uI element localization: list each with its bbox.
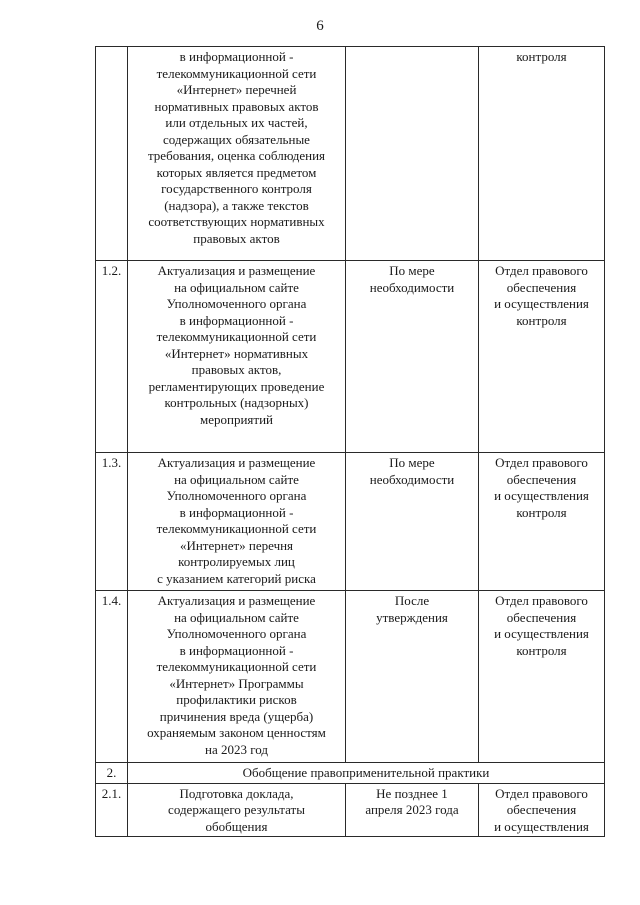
table-row [96,783,605,837]
table-row [96,47,605,261]
responsible-cell: контроля [479,47,605,261]
table-row [96,453,605,591]
table-row [96,591,605,763]
measures-table [95,46,605,837]
section-title: Обобщение правоприменительной практики [128,763,605,784]
activity-cell: Актуализация и размещение на официальном сайте Уполномоченного органа в информационной - телекоммуникационной сети «Интернет» Программы профилактики рисков причинения вреда (ущерба) охраняемым законом ценностям на 2023 год [128,591,346,763]
section-row [96,763,605,784]
row-number [96,47,128,261]
activity-cell: в информационной - телекоммуникационной сети «Интернет» перечней нормативных правовых актов или отдельных их частей, содержащих обязательные требования, оценка соблюдения которых является предметом государственного контроля (надзора), а также текстов соответствующих нормативных правовых актов [128,47,346,261]
row-number: 1.2. [96,261,128,453]
term-cell [346,47,479,261]
activity-cell: Актуализация и размещение на официальном сайте Уполномоченного органа в информационной - телекоммуникационной сети «Интернет» перечня контролируемых лиц с указанием категорий риска [128,453,346,591]
section-number: 2. [96,763,128,784]
term-cell: После утверждения [346,591,479,763]
row-number: 1.4. [96,591,128,763]
responsible-cell: Отдел правового обеспечения и осуществления контроля [479,453,605,591]
activity-cell: Актуализация и размещение на официальном сайте Уполномоченного органа в информационной - телекоммуникационной сети «Интернет» нормативных правовых актов, регламентирующих проведение контрольных (надзорных) мероприятий [128,261,346,453]
responsible-cell: Отдел правового обеспечения и осуществления контроля [479,591,605,763]
term-cell: Не позднее 1 апреля 2023 года [346,783,479,837]
responsible-cell: Отдел правового обеспечения и осуществления [479,783,605,837]
page-number: 6 [316,18,324,34]
term-cell: По мере необходимости [346,453,479,591]
term-cell: По мере необходимости [346,261,479,453]
table-row [96,261,605,453]
responsible-cell: Отдел правового обеспечения и осуществления контроля [479,261,605,453]
activity-cell: Подготовка доклада, содержащего результаты обобщения [128,783,346,837]
row-number: 1.3. [96,453,128,591]
row-number: 2.1. [96,783,128,837]
